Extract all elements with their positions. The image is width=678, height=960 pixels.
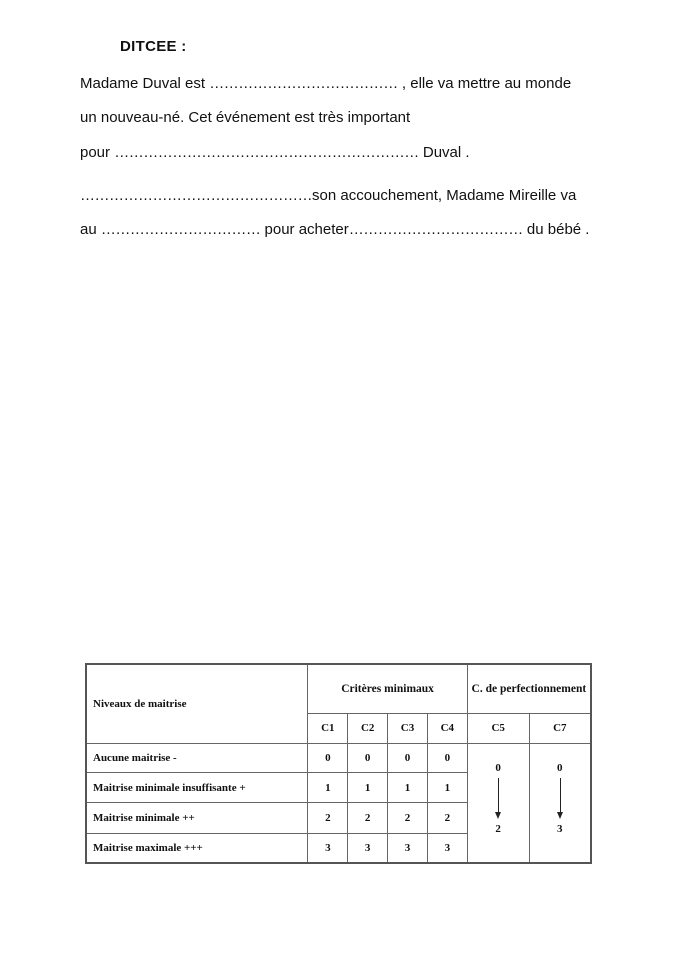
text-segment: du bébé .: [522, 221, 590, 238]
text-line-4: [80, 187, 576, 204]
text-segment: au: [80, 221, 101, 238]
blank-dots: ………………………………: [348, 221, 523, 238]
cell-value: 3: [427, 833, 467, 862]
col-header-c3: C3: [388, 713, 428, 743]
header-levels: Niveaux de maitrise: [86, 664, 308, 743]
header-row: [86, 664, 591, 713]
blank-dots: ………………………………………………………: [114, 144, 419, 161]
text-segment: pour: [80, 144, 115, 161]
header-criteria-min: Critères minimaux: [308, 664, 467, 713]
row-label: Maitrise maximale +++: [86, 833, 308, 862]
text-line-5: [80, 221, 589, 238]
cell-value: 0: [348, 743, 388, 772]
text-line-1: [80, 75, 571, 92]
blank-dots: …………………………………………: [80, 187, 312, 204]
c5-range-cell: [467, 743, 529, 863]
table-row: [86, 743, 591, 772]
text-segment: son accouchement, Madame Mireille va: [312, 187, 577, 204]
row-label: Maitrise minimale ++: [86, 803, 308, 833]
cell-value: 1: [348, 772, 388, 802]
cell-value: 2: [427, 803, 467, 833]
blank-dots: …………………………………: [209, 75, 398, 92]
row-label: Aucune maitrise -: [86, 743, 308, 772]
down-arrow-line: [498, 778, 499, 814]
c7-range-from: 0: [557, 761, 563, 774]
cell-value: 3: [308, 833, 348, 862]
col-header-c4: C4: [427, 713, 467, 743]
cell-value: 2: [348, 803, 388, 833]
dictation-title: DITCEE :: [120, 38, 187, 55]
cell-value: 0: [308, 743, 348, 772]
cell-value: 2: [388, 803, 428, 833]
cell-value: 2: [308, 803, 348, 833]
text-segment: Madame Duval est: [80, 75, 210, 92]
down-arrow-icon: [557, 812, 563, 819]
cell-value: 1: [308, 772, 348, 802]
col-header-c7: C7: [529, 713, 591, 743]
cell-value: 3: [388, 833, 428, 862]
down-arrow-icon: [495, 812, 501, 819]
down-arrow-line: [560, 778, 561, 814]
col-header-c1: C1: [308, 713, 348, 743]
c7-range-to: 3: [557, 822, 563, 835]
cell-value: 1: [388, 772, 428, 802]
row-label: Maitrise minimale insuffisante +: [86, 772, 308, 802]
text-segment: Duval .: [418, 144, 470, 161]
text-segment: un nouveau-né. Cet événement est très important: [80, 109, 411, 126]
col-header-c2: C2: [348, 713, 388, 743]
text-segment: pour acheter: [260, 221, 349, 238]
text-line-2: [80, 109, 410, 126]
text-line-3: [80, 144, 470, 161]
cell-value: 0: [427, 743, 467, 772]
col-header-c5: C5: [467, 713, 529, 743]
c5-range-from: 0: [495, 761, 501, 774]
text-segment: , elle va mettre au monde: [397, 75, 572, 92]
cell-value: 3: [348, 833, 388, 862]
mastery-levels-table: [85, 663, 592, 864]
header-criteria-perf: C. de perfectionnement: [467, 664, 591, 713]
c5-range-to: 2: [495, 822, 501, 835]
cell-value: 1: [427, 772, 467, 802]
blank-dots: ……………………………: [100, 221, 261, 238]
c7-range-cell: [529, 743, 591, 863]
cell-value: 0: [388, 743, 428, 772]
